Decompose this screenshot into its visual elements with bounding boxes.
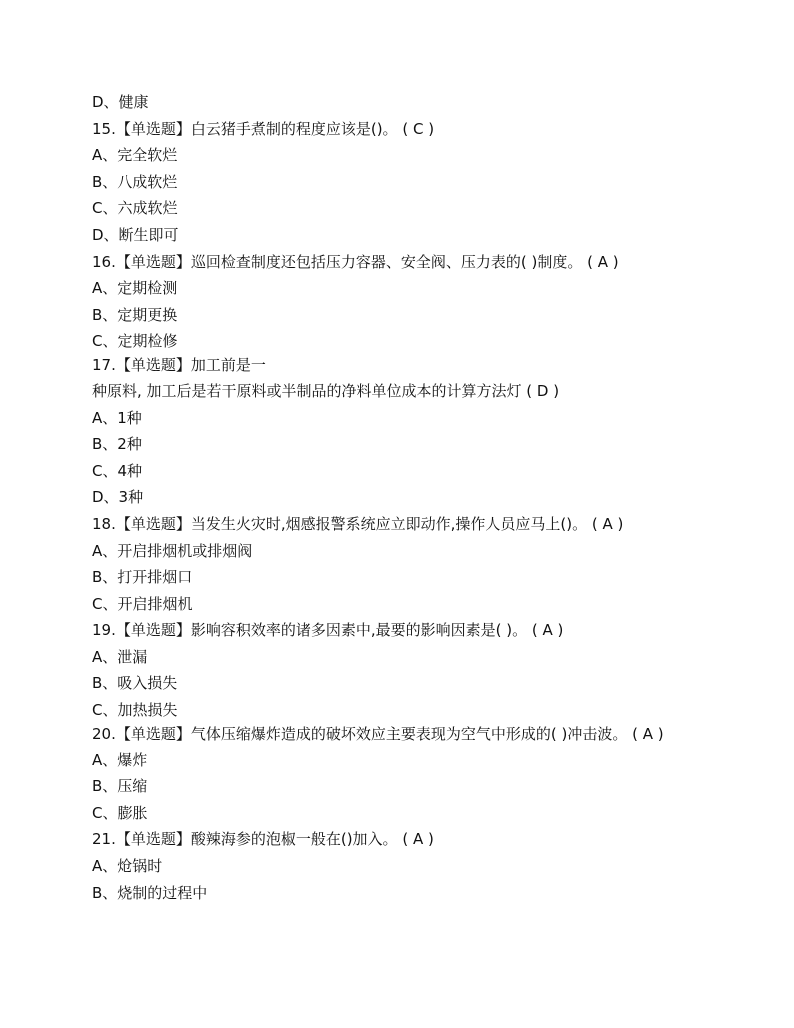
answer-option: A、泄漏 [92,647,148,666]
answer-option: A、完全软烂 [92,146,178,165]
answer-option: A、爆炸 [92,750,148,769]
question-list [92,89,702,906]
answer-option: D、断生即可 [92,225,179,244]
question-20: 20.【单选题】气体压缩爆炸造成的破坏效应主要表现为空气中形成的( )冲击波。 ( A ) [92,724,664,743]
question-17-line-1: 17.【单选题】加工前是一 [92,355,266,374]
answer-option: C、4种 [92,461,143,480]
answer-option: B、吸入损失 [92,674,178,693]
answer-option: D、健康 [92,93,149,111]
question-15: 15.【单选题】白云猪手煮制的程度应该是()。 ( C ) [92,119,435,138]
question-16: 16.【单选题】巡回检查制度还包括压力容器、安全阀、压力表的( )制度。 ( A ) [92,252,619,271]
question-17-line-2: 种原料, 加工后是若干原料或半制品的净料单位成本的计算方法灯 ( D ) [92,381,560,400]
question-18: 18.【单选题】当发生火灾时,烟感报警系统应立即动作,操作人员应马上()。 ( A ) [92,514,624,533]
answer-option: B、烧制的过程中 [92,883,208,902]
answer-option: A、开启排烟机或排烟阀 [92,541,253,560]
answer-option: B、压缩 [92,777,148,796]
answer-option: D、3种 [92,488,144,507]
question-19: 19.【单选题】影响容积效率的诸多因素中,最要的影响因素是( )。 ( A ) [92,621,564,640]
answer-option: B、定期更换 [92,305,178,324]
answer-option: A、1种 [92,408,142,427]
answer-option: B、八成软烂 [92,172,178,191]
answer-option: C、膨胀 [92,803,148,822]
answer-option: B、打开排烟口 [92,568,193,587]
answer-option: A、定期检测 [92,279,178,298]
answer-option: C、定期检修 [92,332,178,351]
answer-option: C、六成软烂 [92,199,178,218]
answer-option: C、开启排烟机 [92,594,193,613]
question-21: 21.【单选题】酸辣海参的泡椒一般在()加入。 ( A ) [92,830,434,849]
answer-option: C、加热损失 [92,701,178,720]
answer-option: B、2种 [92,435,142,454]
answer-option: A、炝锅时 [92,857,163,876]
